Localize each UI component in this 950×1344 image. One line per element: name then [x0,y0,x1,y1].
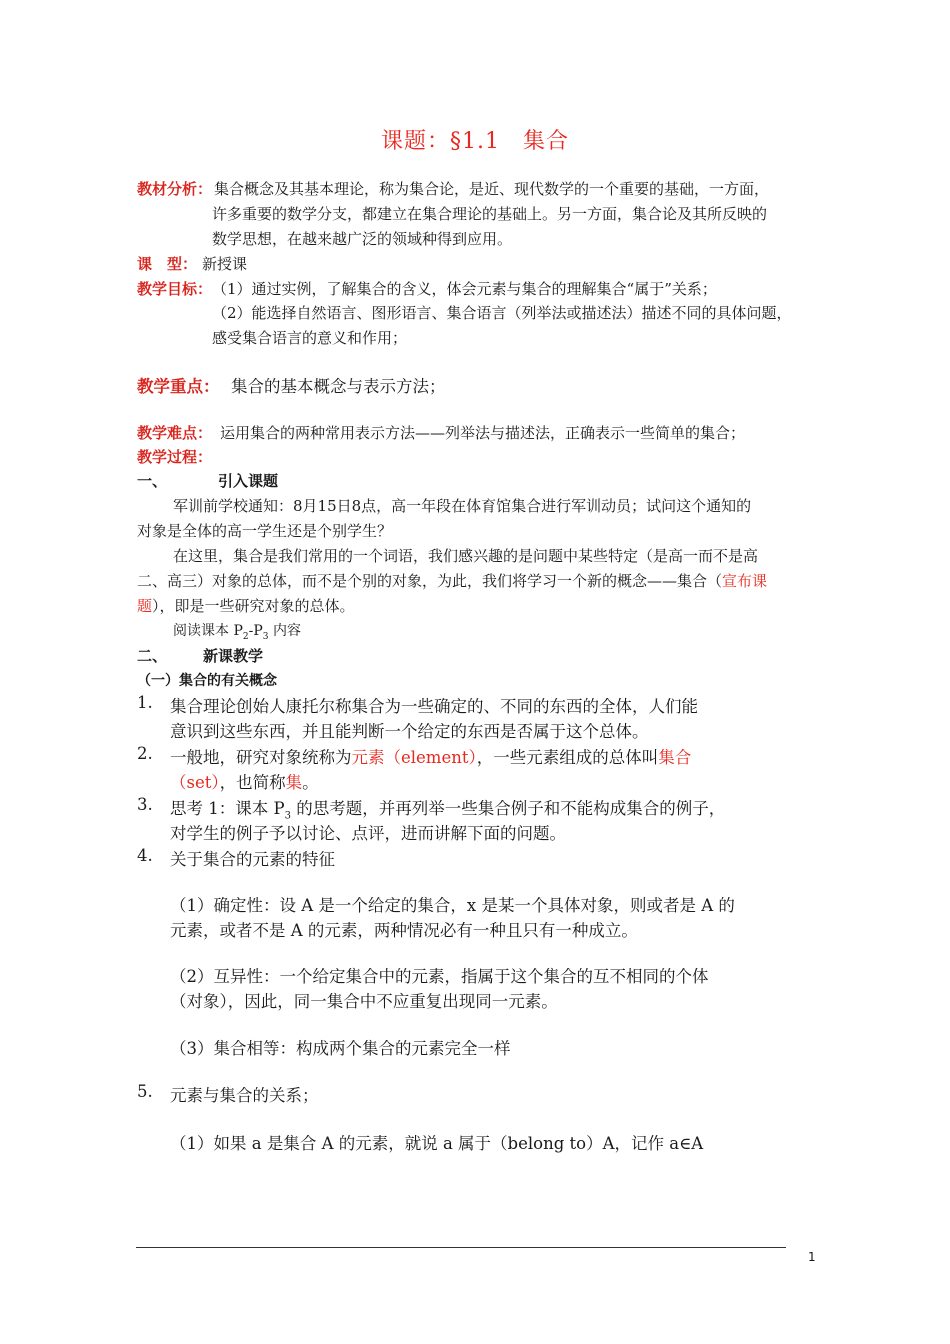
goals-line-3: 感受集合语言的意义和作用； [212,329,408,347]
char-1-line-2: 元素，或者不是 A 的元素，两种情况必有一种且只有一种成立。 [170,921,638,940]
difficulty-value: 运用集合的两种常用表示方法——列举法与描述法，正确表示一些简单的集合； [220,424,746,442]
section1-p1-line-2: 对象是全体的高一学生还是个别学生？ [137,522,393,540]
item-1-line-2: 意识到这些东西，并且能判断一个给定的东西是否属于这个总体。 [170,722,649,741]
section2-heading: 新课教学 [203,647,264,665]
focus-value: 集合的基本概念与表示方法； [231,377,446,396]
item-4-line: 关于集合的元素的特征 [170,850,335,869]
term-set: 集合 [658,748,692,767]
char-2-line-2: （对象），因此，同一集合中不应重复出现同一元素。 [170,992,558,1011]
section1-p2-line-3: 题），即是一些研究对象的总体。 [137,597,355,615]
item-2-number: 2. [137,744,153,763]
section2-number: 二、 [137,647,168,665]
page-title: 课题：§1.1 集合 [381,129,569,154]
analysis-line-2: 许多重要的数学分支，都建立在集合理论的基础上。另一方面，集合论及其所反映的 [212,205,768,223]
section1-p2-line-1: 在这里，集合是我们常用的一个词语，我们感兴趣的是问题中某些特定（是高一而不是高 [173,547,759,565]
relation-1-line: （1）如果 a 是集合 A 的元素，就说 a 属于（belong to）A，记作 a∈A [170,1134,704,1153]
process-label: 教学过程： [137,448,213,466]
term-ji: 集 [285,773,303,792]
char-3-line: （3）集合相等：构成两个集合的元素完全一样 [170,1039,511,1058]
item-2-line-1: 一般地，研究对象统称为元素（element），一些元素组成的总体叫集合 [170,748,692,767]
type-value: 新授课 [202,255,248,273]
analysis-line-1: 集合概念及其基本理论，称为集合论，是近、现代数学的一个重要的基础，一方面， [214,180,770,198]
char-2-line-1: （2）互异性：一个给定集合中的元素，指属于这个集合的互不相同的个体 [170,967,709,986]
item-1-number: 1. [137,693,153,712]
section1-p1-line-1: 军训前学校通知：8月15日8点，高一年段在体育馆集合进行军训动员；试问这个通知的 [173,497,752,515]
char-1-line-1: （1）确定性：设 A 是一个给定的集合，x 是某一个具体对象，则或者是 A 的 [170,896,735,915]
announce-topic-red: 宣布课 [722,572,768,590]
footer-divider [136,1247,786,1248]
section1-p2-line-2: 二、高三）对象的总体，而不是个别的对象，为此，我们将学习一个新的概念——集合（宣布课 [137,572,768,590]
analysis-line-3: 数学思想，在越来越广泛的领域种得到应用。 [212,230,513,248]
goals-line-1: （1）通过实例，了解集合的含义，体会元素与集合的理解集合“属于”关系； [212,280,717,298]
term-element: 元素（element） [351,748,477,767]
goals-label: 教学目标： [137,280,213,298]
page-number: 1 [808,1250,816,1264]
section1-reading: 阅读课本 $P_2-P_3$ 内容 [173,623,301,642]
goals-line-2: （2）能选择自然语言、图形语言、集合语言（列举法或描述法）描述不同的具体问题， [212,304,792,322]
item-5-line: 元素与集合的关系； [170,1086,319,1105]
section1-number: 一、 [137,472,168,490]
section1-heading: 引入课题 [218,472,279,490]
focus-label: 教学重点： [137,377,220,396]
type-label: 课 型： [137,255,198,273]
item-4-number: 4. [137,846,153,865]
item-2-line-2: （set），也简称集。 [170,773,319,792]
item-3-line-2: 对学生的例子予以讨论、点评，进而讲解下面的问题。 [170,824,566,843]
item-1-line-1: 集合理论创始人康托尔称集合为一些确定的、不同的东西的全体，人们能 [170,697,698,716]
difficulty-label: 教学难点： [137,424,213,442]
item-5-number: 5. [137,1082,153,1101]
section2-subheading: （一）集合的有关概念 [137,673,277,689]
item-3-line-1: 思考 1：课本 $P_3$ 的思考题，并再列举一些集合例子和不能构成集合的例子， [170,799,726,822]
item-3-number: 3. [137,795,153,814]
analysis-label: 教材分析： [137,180,213,198]
